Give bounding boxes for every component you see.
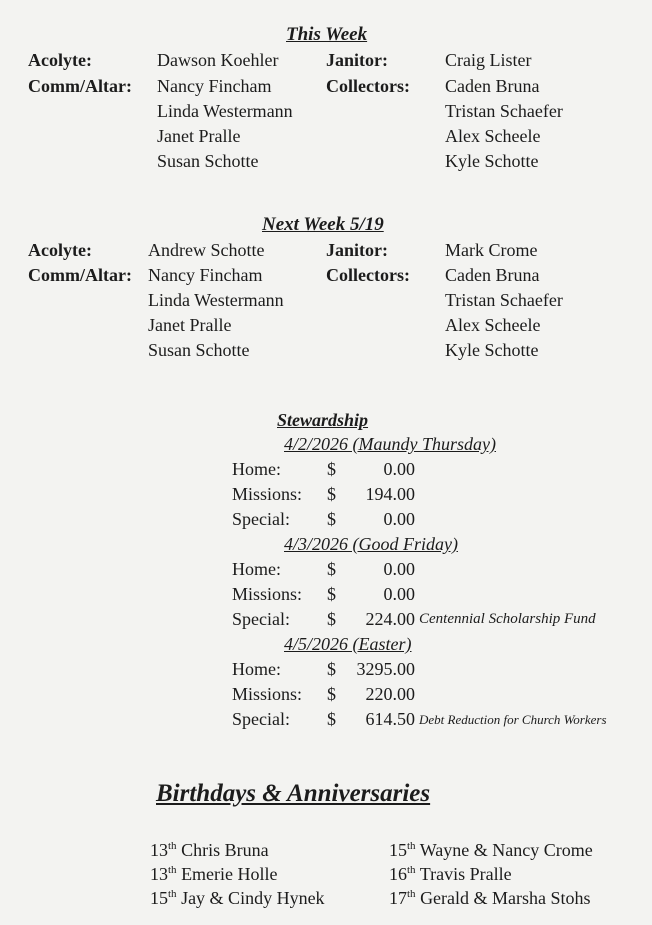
stewardship-date: 4/3/2026 (Good Friday) xyxy=(284,534,458,554)
comm-name: Linda Westermann xyxy=(148,290,284,310)
birthday-day: 15 xyxy=(389,840,407,860)
acolyte-name: Dawson Koehler xyxy=(157,50,279,70)
acolyte-label: Acolyte: xyxy=(28,50,92,70)
stewardship-date: 4/5/2026 (Easter) xyxy=(284,634,412,654)
stewardship-amount: 0.00 xyxy=(383,459,415,479)
currency-sign: $ xyxy=(327,684,336,704)
comm-altar-label: Comm/Altar: xyxy=(28,76,132,96)
collector-name: Kyle Schotte xyxy=(445,340,539,360)
stewardship-amount: 0.00 xyxy=(383,584,415,604)
stewardship-amount: 0.00 xyxy=(383,559,415,579)
collector-name: Tristan Schaefer xyxy=(445,101,563,121)
stewardship-amount: 3295.00 xyxy=(356,659,415,679)
stewardship-amount: 614.50 xyxy=(365,709,415,729)
birthday-entry xyxy=(389,864,512,885)
birthday-day: 13 xyxy=(150,840,168,860)
birthday-name: Emerie Holle xyxy=(181,864,278,884)
stewardship-label: Special: xyxy=(232,509,290,529)
comm-name: Nancy Fincham xyxy=(157,76,272,96)
birthday-name: Gerald & Marsha Stohs xyxy=(420,888,591,908)
stewardship-fund-note: Centennial Scholarship Fund xyxy=(419,611,596,627)
collector-name: Caden Bruna xyxy=(445,265,540,285)
currency-sign: $ xyxy=(327,509,336,529)
comm-name: Nancy Fincham xyxy=(148,265,263,285)
birthday-entry xyxy=(389,840,593,861)
stewardship-amount: 0.00 xyxy=(383,509,415,529)
comm-name: Susan Schotte xyxy=(148,340,250,360)
collector-name: Alex Scheele xyxy=(445,126,541,146)
birthday-day-suffix: th xyxy=(407,864,416,876)
stewardship-amount: 220.00 xyxy=(365,684,415,704)
acolyte-label: Acolyte: xyxy=(28,240,92,260)
birthday-name: Chris Bruna xyxy=(181,840,269,860)
birthdays-title: Birthdays & Anniversaries xyxy=(156,780,431,807)
birthday-day-suffix: th xyxy=(168,840,177,852)
birthday-day-suffix: th xyxy=(168,888,177,900)
next-week-title: Next Week 5/19 xyxy=(262,214,384,235)
janitor-name: Mark Crome xyxy=(445,240,538,260)
currency-sign: $ xyxy=(327,584,336,604)
stewardship-label: Missions: xyxy=(232,484,303,504)
birthday-entry xyxy=(389,888,591,909)
birthday-name: Jay & Cindy Hynek xyxy=(181,888,325,908)
birthday-day: 13 xyxy=(150,864,168,884)
currency-sign: $ xyxy=(327,459,336,479)
this-week-title: This Week xyxy=(286,24,368,45)
currency-sign: $ xyxy=(327,709,336,729)
comm-name: Janet Pralle xyxy=(157,126,241,146)
birthday-day: 17 xyxy=(389,888,407,908)
currency-sign: $ xyxy=(327,484,336,504)
stewardship-label: Home: xyxy=(232,659,281,679)
birthday-entry xyxy=(150,864,278,885)
stewardship-amount: 224.00 xyxy=(365,609,415,629)
birthday-day-suffix: th xyxy=(168,864,177,876)
janitor-label: Janitor: xyxy=(326,240,388,260)
stewardship-amount: 194.00 xyxy=(365,484,415,504)
birthday-name: Travis Pralle xyxy=(419,864,512,884)
birthday-day-suffix: th xyxy=(407,888,416,900)
currency-sign: $ xyxy=(327,609,336,629)
collector-name: Kyle Schotte xyxy=(445,151,539,171)
collectors-label: Collectors: xyxy=(326,265,410,285)
stewardship-label: Home: xyxy=(232,559,281,579)
birthday-entry xyxy=(150,888,325,909)
currency-sign: $ xyxy=(327,559,336,579)
comm-name: Linda Westermann xyxy=(157,101,293,121)
stewardship-label: Home: xyxy=(232,459,281,479)
birthday-day-suffix: th xyxy=(407,840,416,852)
stewardship-label: Special: xyxy=(232,709,290,729)
birthday-day: 16 xyxy=(389,864,407,884)
collector-name: Tristan Schaefer xyxy=(445,290,563,310)
birthday-day: 15 xyxy=(150,888,168,908)
collectors-label: Collectors: xyxy=(326,76,410,96)
stewardship-label: Missions: xyxy=(232,584,303,604)
janitor-name: Craig Lister xyxy=(445,50,532,70)
stewardship-label: Missions: xyxy=(232,684,303,704)
currency-sign: $ xyxy=(327,659,336,679)
comm-altar-label: Comm/Altar: xyxy=(28,265,132,285)
comm-name: Janet Pralle xyxy=(148,315,232,335)
birthday-name: Wayne & Nancy Crome xyxy=(419,840,593,860)
collector-name: Caden Bruna xyxy=(445,76,540,96)
comm-name: Susan Schotte xyxy=(157,151,259,171)
collector-name: Alex Scheele xyxy=(445,315,541,335)
stewardship-label: Special: xyxy=(232,609,290,629)
stewardship-date: 4/2/2026 (Maundy Thursday) xyxy=(284,434,496,454)
birthday-entry xyxy=(150,840,269,861)
stewardship-fund-note: Debt Reduction for Church Workers xyxy=(419,712,607,727)
janitor-label: Janitor: xyxy=(326,50,388,70)
stewardship-title: Stewardship xyxy=(277,410,369,430)
acolyte-name: Andrew Schotte xyxy=(148,240,265,260)
